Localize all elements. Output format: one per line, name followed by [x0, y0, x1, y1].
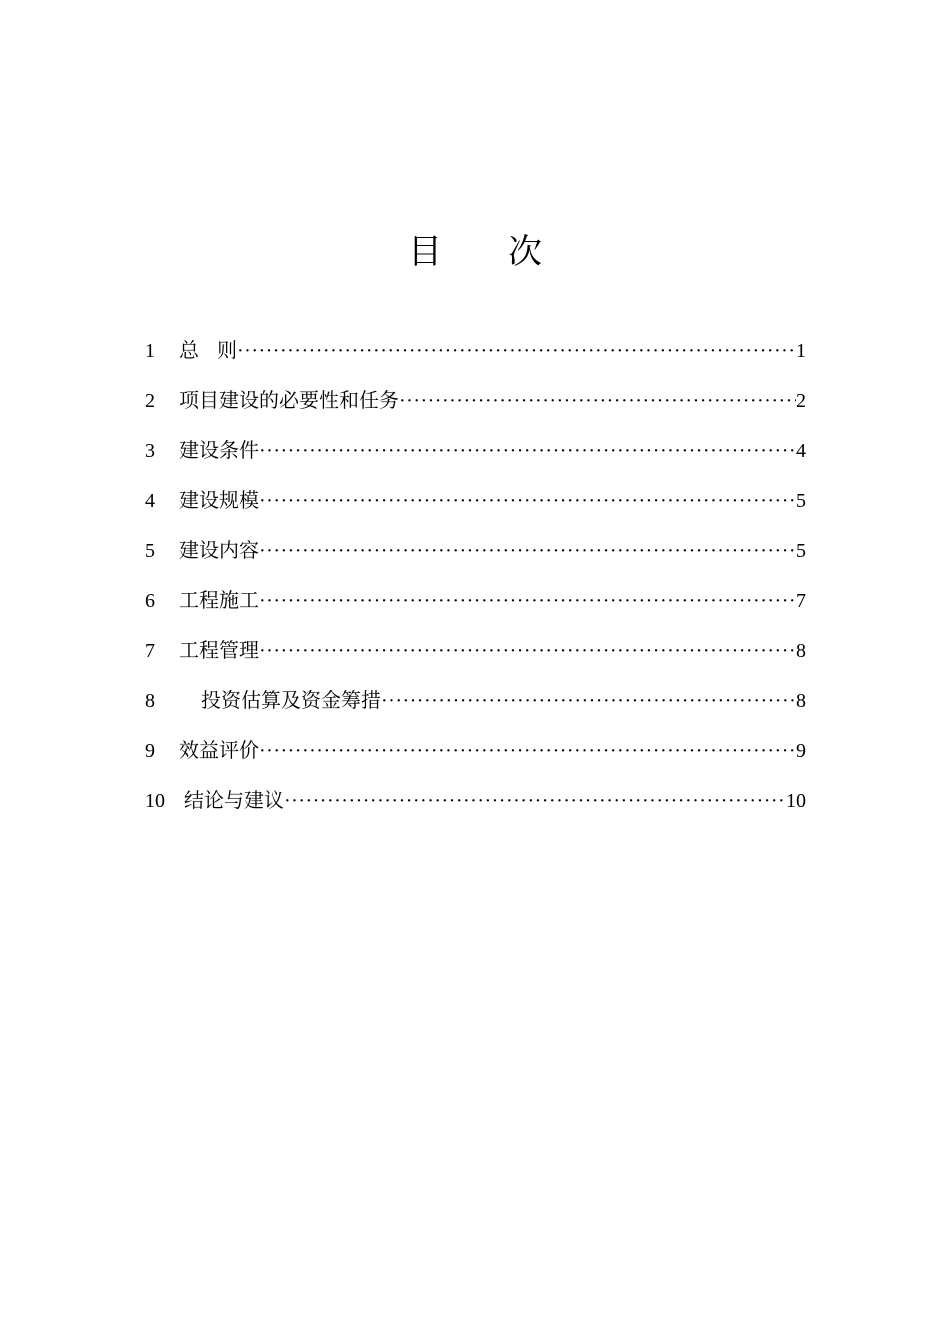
toc-entry-2[interactable]: [145, 375, 806, 425]
toc-entry-number: 4: [145, 490, 155, 512]
toc-entry-title-char: 则: [217, 338, 237, 362]
toc-entry-title: 建设条件: [179, 438, 259, 462]
toc-entry-10[interactable]: [145, 775, 806, 825]
toc-entry-page: 9: [796, 740, 806, 762]
toc-entry-3[interactable]: [145, 425, 806, 475]
toc-entry-title: 结论与建议: [184, 788, 284, 812]
toc-entry-number: 5: [145, 540, 155, 562]
toc-entry-7[interactable]: [145, 625, 806, 675]
toc-entry-6[interactable]: [145, 575, 806, 625]
toc-entry-page: 8: [796, 690, 806, 712]
toc-heading: [0, 228, 950, 276]
toc-dot-leader: [259, 576, 796, 626]
toc-entry-number: 10: [145, 790, 165, 812]
toc-dot-leader: [259, 726, 796, 776]
toc-entry-5[interactable]: [145, 525, 806, 575]
toc-entry-number: 7: [145, 640, 155, 662]
toc-entry-4[interactable]: [145, 475, 806, 525]
toc-dot-leader: [259, 476, 796, 526]
toc-entry-number: 1: [145, 340, 155, 362]
toc-dot-leader: [381, 676, 796, 726]
toc-entry-page: 7: [796, 590, 806, 612]
toc-dot-leader: [284, 776, 786, 826]
toc-entry-9[interactable]: [145, 725, 806, 775]
toc-entry-title: 建设内容: [179, 538, 259, 562]
toc-entry-page: 1: [796, 340, 806, 362]
toc-entry-number: 3: [145, 440, 155, 462]
toc-entry-8[interactable]: [145, 675, 806, 725]
toc-entry-title: [179, 325, 237, 375]
toc-list: [145, 325, 806, 825]
toc-entry-page: 4: [796, 440, 806, 462]
toc-dot-leader: [259, 526, 796, 576]
toc-entry-title: 效益评价: [179, 738, 259, 762]
toc-entry-page: 2: [796, 390, 806, 412]
toc-heading-char-1: 目: [408, 232, 508, 272]
toc-heading-char-2: 次: [508, 232, 608, 272]
toc-entry-title: 项目建设的必要性和任务: [179, 388, 399, 412]
toc-entry-page: 5: [796, 540, 806, 562]
toc-entry-number: 6: [145, 590, 155, 612]
toc-entry-title: 工程施工: [179, 588, 259, 612]
toc-entry-title: 投资估算及资金筹措: [201, 688, 381, 712]
toc-entry-title-char: 总: [179, 338, 217, 362]
toc-entry-page: 10: [786, 790, 806, 812]
toc-entry-number: 9: [145, 740, 155, 762]
toc-entry-page: 8: [796, 640, 806, 662]
toc-dot-leader: [399, 376, 796, 426]
toc-entry-title: 建设规模: [179, 488, 259, 512]
toc-entry-title: 工程管理: [179, 638, 259, 662]
toc-dot-leader: [237, 326, 796, 376]
toc-entry-number: 2: [145, 390, 155, 412]
toc-dot-leader: [259, 626, 796, 676]
toc-entry-1[interactable]: [145, 325, 806, 375]
toc-entry-page: 5: [796, 490, 806, 512]
toc-dot-leader: [259, 426, 796, 476]
toc-entry-number: 8: [145, 690, 155, 712]
